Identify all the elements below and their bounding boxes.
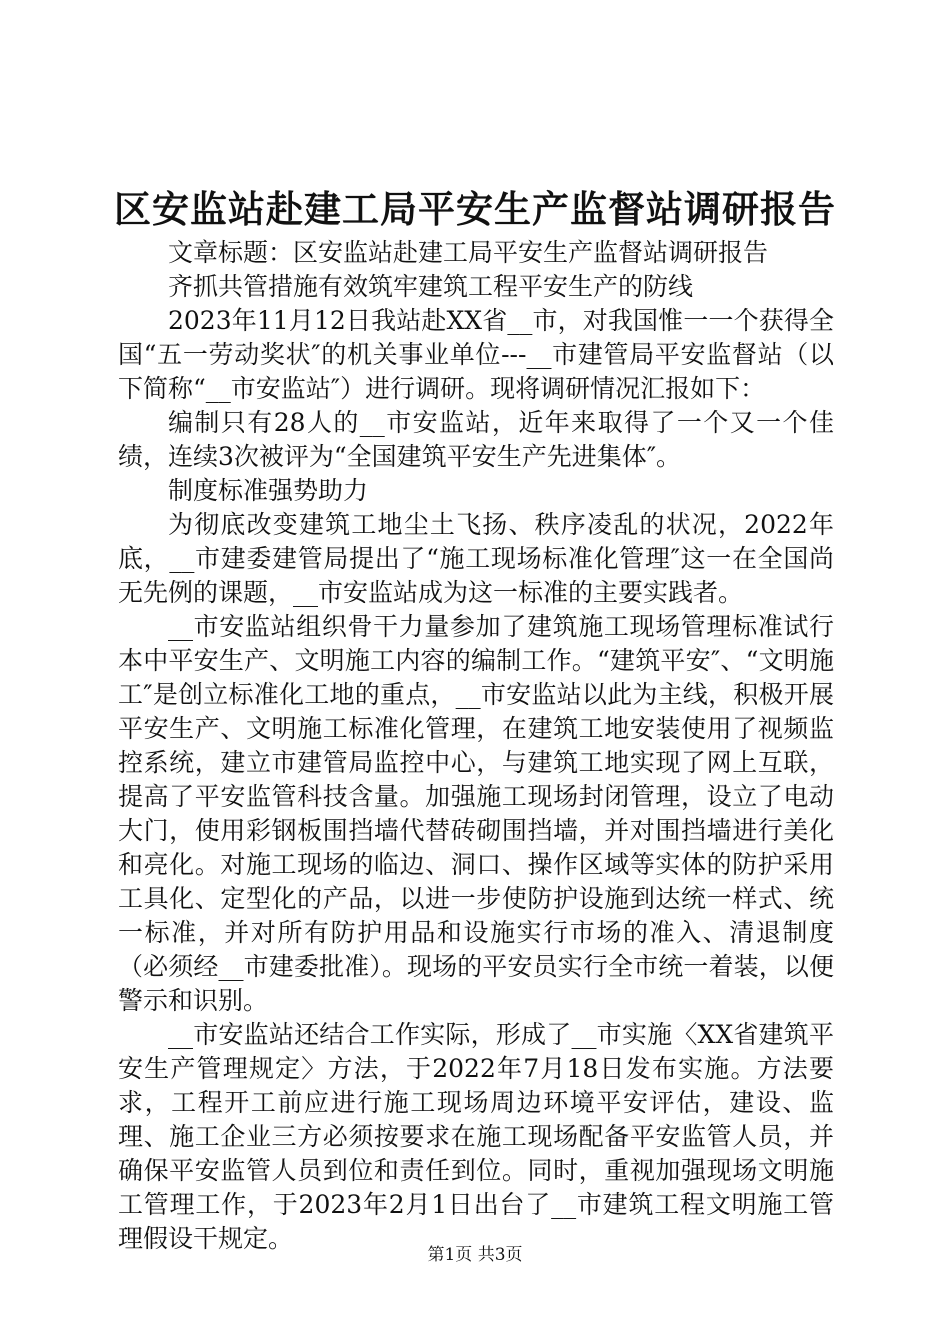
paragraph-subtitle: 齐抓共管措施有效筑牢建筑工程平安生产的防线 — [168, 272, 694, 301]
document-body — [118, 236, 834, 1256]
document-title: 区安监站赴建工局平安生产监督站调研报告 — [114, 187, 836, 231]
section-heading: 制度标准强势助力 — [168, 476, 369, 505]
paragraph-article-title: 文章标题：区安监站赴建工局平安生产监督站调研报告 — [168, 238, 769, 267]
paragraph-standardization: __市安监站组织骨干力量参加了建筑施工现场管理标准试行本中平安生产、文明施工内容的编制工作。“建筑平安″、“文明施工″是创立标准化工地的重点，__市安监站以此为主线，积极开展平安生产、文明施工标准化管理，在建筑工地安装使用了视频监控系统，建立市建管局监控中心，与建筑工地实现了网上互联，提高了平安监管科技含量。加强施工现场封闭管理，设立了电动大门，使用彩钢板围挡墙代替砖砌围挡墙，并对围挡墙进行美化和亮化。对施工现场的临边、洞口、操作区域等实体的防护采用工具化、定型化的产品，以进一步使防护设施到达统一样式、统一标准，并对所有防护用品和设施实行市场的准入、清退制度（必须经__市建委批准）。现场的平安员实行全市统一着装，以便警示和识别。 — [118, 612, 834, 1015]
paragraph-regulations: __市安监站还结合工作实际，形成了__市实施〈XX省建筑平安生产管理规定〉方法，于2022年7月18日发布实施。方法要求，工程开工前应进行施工现场周边环境平安评估，建设、监理、施工企业三方必须按要求在施工现场配备平安监管人员，并确保平安监管人员到位和责任到位。同时，重视加强现场文明施工管理工作，于2023年2月1日出台了__市建筑工程文明施工管理假设干规定。 — [118, 1020, 834, 1253]
paragraph-intro: 2023年11月12日我站赴XX省__市，对我国惟一一个获得全国“五一劳动奖状″的机关事业单位---__市建管局平安监督站（以下简称“__市安监站″）进行调研。现将调研情况汇报如下： — [118, 306, 834, 403]
page-footer: 第1页 共3页 — [427, 1245, 523, 1265]
paragraph-background: 为彻底改变建筑工地尘土飞扬、秩序凌乱的状况，2022年底，__市建委建管局提出了“施工现场标准化管理″这一在全国尚无先例的课题，__市安监站成为这一标准的主要实践者。 — [118, 510, 834, 607]
paragraph-achievements: 编制只有28人的__市安监站，近年来取得了一个又一个佳绩，连续3次被评为“全国建筑平安生产先进集体″。 — [118, 408, 834, 471]
